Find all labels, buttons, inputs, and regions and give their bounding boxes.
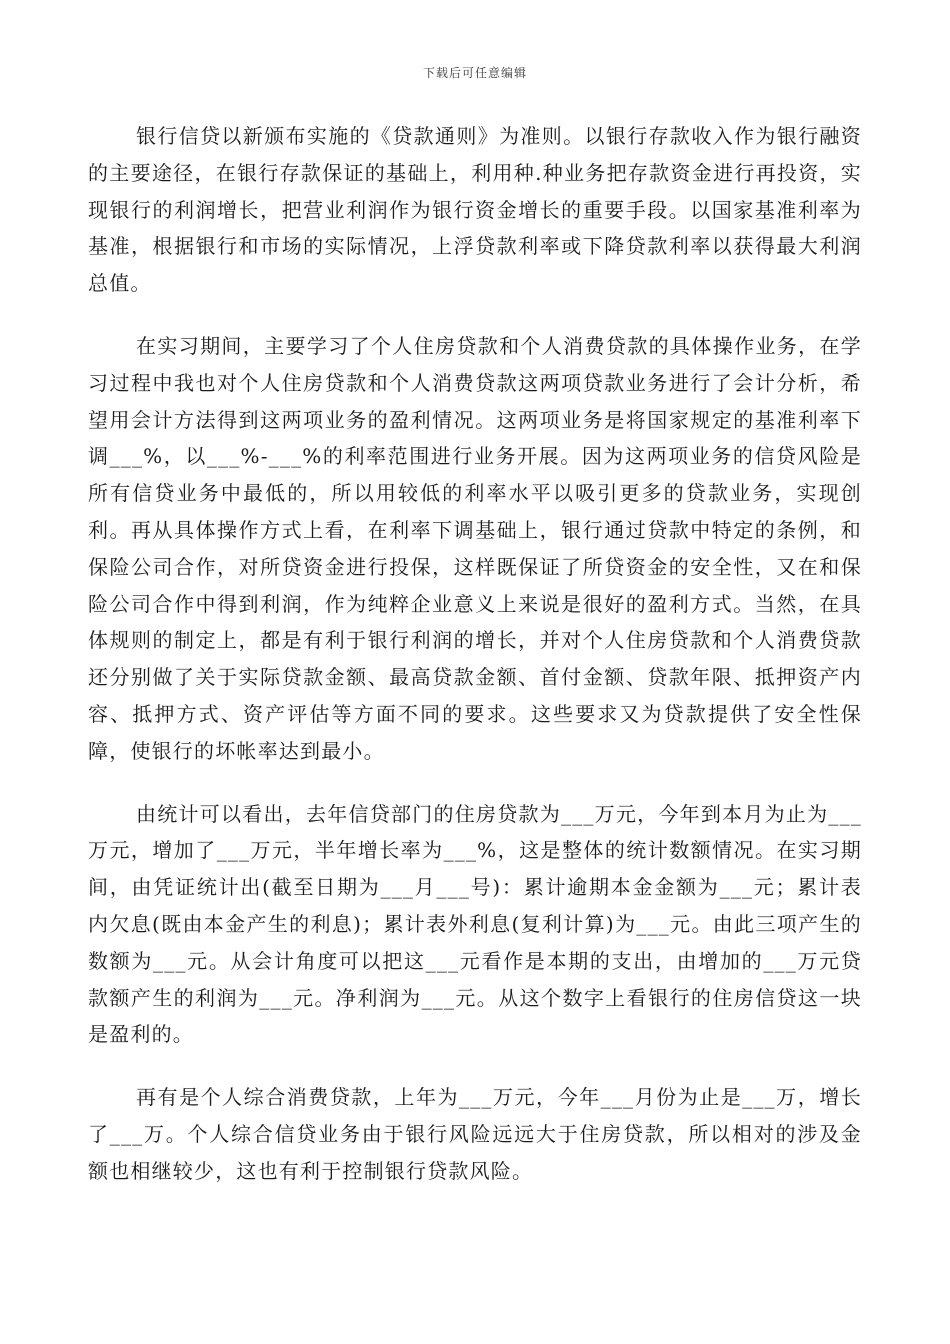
paragraph-2: 在实习期间，主要学习了个人住房贷款和个人消费贷款的具体操作业务，在学习过程中我也对个人住房贷款和个人消费贷款这两项贷款业务进行了会计分析，希望用会计方法得到这两项业务的盈利情况。这两项业务是将国家规定的基准利率下调___%，以___%-___%的利率范围进行业务开展。因为这两项业务的信贷风险是所有信贷业务中最低的，所以用较低的利率水平以吸引更多的贷款业务，实现创利。再从具体操作方式上看，在利率下调基础上，银行通过贷款中特定的条例，和保险公司合作，对所贷资金进行投保，这样既保证了所贷资金的安全性，又在和保险公司合作中得到利润，作为纯粹企业意义上来说是很好的盈利方式。当然，在具体规则的制定上，都是有利于银行利润的增长，并对个人住房贷款和个人消费贷款还分别做了关于实际贷款金额、最高贷款金额、首付金额、贷款年限、抵押资产内容、抵押方式、资产评估等方面不同的要求。这些要求又为贷款提供了安全性保障，使银行的坏帐率达到最小。 bbox=[88, 333, 862, 763]
paragraph-3: 由统计可以看出，去年信贷部门的住房贷款为___万元，今年到本月为止为___万元，增加了___万元，半年增长率为___%，这是整体的统计数额情况。在实习期间，由凭证统计出(截至日期为___月___号)：累计逾期本金金额为___元；累计表内欠息(既由本金产生的利息)；累计表外利息(复利计算)为___元。由此三项产生的数额为___元。从会计角度可以把这___元看作是本期的支出，由增加的___万元贷款额产生的利润为___元。净利润为___元。从这个数字上看银行的住房信贷这一块是盈利的。 bbox=[88, 801, 862, 1047]
document-body bbox=[88, 118, 862, 1216]
paragraph-4: 再有是个人综合消费贷款，上年为___万元，今年___月份为止是___万，增长了___万。个人综合信贷业务由于银行风险远远大于住房贷款，所以相对的涉及金额也相继较少，这也有利于控制银行贷款风险。 bbox=[88, 1085, 862, 1183]
paragraph-1: 银行信贷以新颁布实施的《贷款通则》为准则。以银行存款收入作为银行融资的主要途径，在银行存款保证的基础上，利用种.种业务把存款资金进行再投资，实现银行的利润增长，把营业利润作为银行资金增长的重要手段。以国家基准利率为基准，根据银行和市场的实际情况，上浮贷款利率或下降贷款利率以获得最大利润总值。 bbox=[88, 124, 862, 296]
page-header: 下载后可任意编辑 bbox=[422, 66, 527, 80]
